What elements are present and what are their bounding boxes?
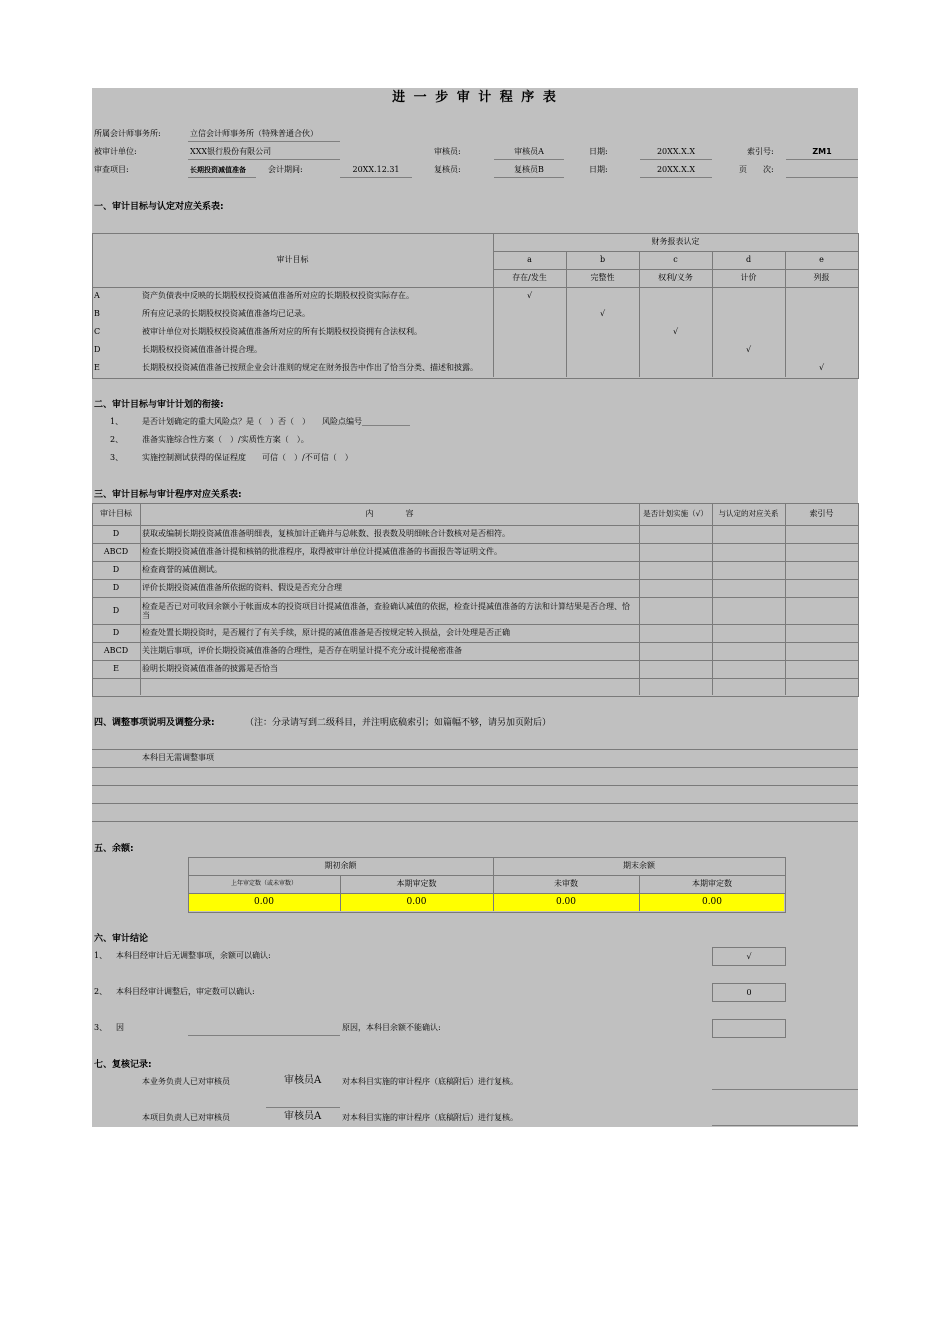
current-audited-header: 本期审定数 [396,879,437,888]
page-title: 进 一 步 审 计 程 序 表 [392,90,558,105]
review-underline [266,1107,340,1108]
firm-underline [188,141,340,142]
assertion-letter-c: c [673,255,678,264]
reviewer-value: 复核员B [514,165,544,174]
col-content-header: 内 容 [365,509,414,518]
section4-note: （注：分录请写到二级科目，并注明底稿索引；如篇幅不够，请另加页附后） [245,718,552,728]
review-text-post: 对本科目实施的审计程序（底稿附后）进行复核。 [342,1113,518,1122]
procedure-text: 检查长期投资减值准备计提和核销的批准程序，取得被审计单位计提减值准备的书面报告等证明文件。 [142,547,502,556]
assertion-valuation: 计价 [740,273,757,282]
objective-text: 所有应记录的长期股权投资减值准备均已记录。 [142,309,310,318]
date-value-1: 20XX.X.X [656,147,696,156]
conclusion-text: 本科目经审计调整后，审定数可以确认: [116,987,255,996]
adjustment-line: 本科目无需调整事项 [142,753,214,762]
procedure-objective: ABCD [103,646,129,655]
plan-item-text: 是否计划确定的重大风险点？是（ ）否（ ） 风险点编号____________ [142,417,410,426]
procedure-text: 评价长期投资减值准备所依据的资料、假设是否充分合理 [142,583,342,592]
item-value: 长期投资减值准备 [190,166,246,174]
preparer-label: 审核员: [434,147,461,156]
assertion-header: 财务报表认定 [651,237,700,246]
objective-text: 长期股权投资减值准备已按照企业会计准则的规定在财务报告中作出了恰当分类、描述和披露。 [142,363,478,372]
prior-audited-header: 上年审定数（或未审数） [230,880,297,887]
review-text-post: 对本科目实施的审计程序（底稿附后）进行复核。 [342,1077,518,1086]
plan-item-num: 1、 [110,417,124,426]
check-mark: √ [672,327,679,336]
procedure-objective [92,678,140,695]
index-underline [786,159,858,160]
col-index-header: 索引号 [809,509,834,518]
conclusion-num: 1、 [94,951,108,960]
entity-underline [188,159,340,160]
procedure-text: 获取或编制长期投资减值准备明细表，复核加计正确并与总帐数、报表数及明细帐合计数核对是否相符。 [142,529,510,538]
procedure-text: 检查是否已对可收回余额小于帐面成本的投资项目计提减值准备，查验确认减值的依据，检查计提减值准备的方法和计算结果是否合理、恰当 [142,601,630,620]
plan-item-num: 3、 [110,453,124,462]
procedure-objective: D [112,628,120,637]
procedure-text: 检查商誉的减值测试。 [142,565,222,574]
procedure-objective: D [112,529,120,538]
col-objective-header: 审计目标 [100,509,132,518]
date-underline-1 [640,159,712,160]
period-value: 20XX.12.31 [352,165,400,174]
preparer-value: 审核员A [514,147,544,156]
index-label: 索引号: [747,147,774,156]
review-name: 审核员A [284,1111,322,1122]
conclusion-reason-prefix: 因 [116,1023,124,1032]
section2-title: 二、审计目标与审计计划的衔接: [94,400,224,410]
check-mark: √ [818,363,825,372]
balance-value[interactable]: 0.00 [406,897,427,907]
procedure-text: 关注期后事项，评价长期投资减值准备的合理性，是否存在明显计提不充分或计提秘密准备 [142,646,462,655]
procedure-objective: D [112,565,120,574]
objective-text: 被审计单位对长期股权投资减值准备所对应的所有长期股权投资拥有合法权利。 [142,327,422,336]
check-mark: √ [599,309,606,318]
balance-value[interactable]: 0.00 [555,897,577,907]
preparer-underline [494,159,564,160]
closing-balance-header: 期末余额 [623,861,655,870]
check-mark: √ [745,345,752,354]
balance-value[interactable]: 0.00 [253,897,275,907]
assertion-rights: 权利/义务 [658,273,693,282]
objective-text: 长期股权投资减值准备计提合理。 [142,345,262,354]
procedure-text: 验明长期投资减值准备的披露是否恰当 [142,664,278,673]
procedure-objective: D [112,605,120,615]
objective-code: D [94,345,101,354]
objective-code: A [94,291,100,300]
date-underline-2 [640,177,712,178]
date-value-2: 20XX.X.X [656,165,696,174]
conclusion-num: 3、 [94,1023,108,1032]
item-underline [188,177,256,178]
objective-text: 资产负债表中反映的长期股权投资减值准备所对应的长期股权投资实际存在。 [142,291,414,300]
date-label-2: 日期: [589,165,608,174]
review-text-pre: 本业务负责人已对审核员 [142,1077,230,1086]
assertion-existence: 存在/发生 [512,273,547,282]
entity-label: 被审计单位: [94,147,137,156]
assertion-completeness: 完整性 [590,273,615,282]
section4-title: 四、调整事项说明及调整分录: [94,718,215,728]
closing-audited-header: 本期审定数 [692,879,732,888]
firm-value: 立信会计师事务所（特殊普通合伙） [190,129,318,138]
plan-item-text: 实施控制测试获得的保证程度 可信（ ）/不可信（ ） [142,453,353,462]
conclusion-text: 本科目经审计后无调整事项，余额可以确认: [116,951,271,960]
col-planned-header: 是否计划实施（√） [643,509,708,518]
section3-title: 三、审计目标与审计程序对应关系表: [94,490,242,500]
balance-value[interactable]: 0.00 [701,897,723,907]
check-mark: √ [526,291,533,300]
procedure-objective: D [112,583,120,592]
section7-title: 七、复核记录: [94,1060,152,1070]
index-value: ZM1 [812,147,832,156]
procedure-objective: E [113,664,119,673]
plan-item-text: 准备实施综合性方案（ ）/实质性方案（ ）。 [142,435,309,444]
page-underline [786,177,858,178]
opening-balance-header: 期初余额 [324,861,357,870]
objective-code: B [94,309,100,318]
period-underline [340,177,412,178]
page-label: 页 次: [739,165,774,174]
period-label: 会计期间: [268,165,303,174]
procedure-objective: ABCD [103,547,129,556]
col-assertion-header: 与认定的对应关系 [718,509,779,518]
conclusion-adjusted-box[interactable]: 0 [712,983,786,1002]
plan-item-num: 2、 [110,435,124,444]
conclusion-reason-suffix: 原因，本科目余额不能确认: [342,1023,441,1032]
assertion-letter-a: a [527,255,532,264]
section5-title: 五、余额: [94,844,134,854]
review-name: 审核员A [284,1075,322,1086]
reviewer-underline [494,177,564,178]
assertion-presentation: 列报 [813,273,830,282]
item-label: 审查项目: [94,165,129,174]
objective-code: E [94,363,100,372]
assertion-letter-b: b [599,255,606,264]
date-label-1: 日期: [589,147,608,156]
section1-title: 一、审计目标与认定对应关系表: [94,202,224,212]
review-text-pre: 本项目负责人已对审核员 [142,1113,230,1122]
conclusion-num: 2、 [94,987,108,996]
assertion-letter-e: e [819,255,824,264]
reason-input-line[interactable] [188,1035,340,1036]
firm-label: 所属会计师事务所: [94,129,161,138]
procedure-text: 检查处置长期投资时，是否履行了有关手续，原计提的减值准备是否按规定转入损益，会计处理是否正确 [142,628,510,637]
review-signature-line[interactable] [712,1125,858,1126]
objective-header: 审计目标 [276,255,309,264]
entity-value: XXX银行股份有限公司 [190,147,272,156]
reviewer-label: 复核员: [434,165,461,174]
conclusion-unconfirmed-box[interactable] [712,1019,786,1038]
review-signature-line[interactable] [712,1089,858,1090]
unaudited-header: 未审数 [554,879,578,888]
conclusion-confirm-box[interactable]: √ [712,947,786,966]
objective-code: C [94,327,101,336]
assertion-letter-d: d [745,255,752,264]
section6-title: 六、审计结论 [94,934,149,944]
